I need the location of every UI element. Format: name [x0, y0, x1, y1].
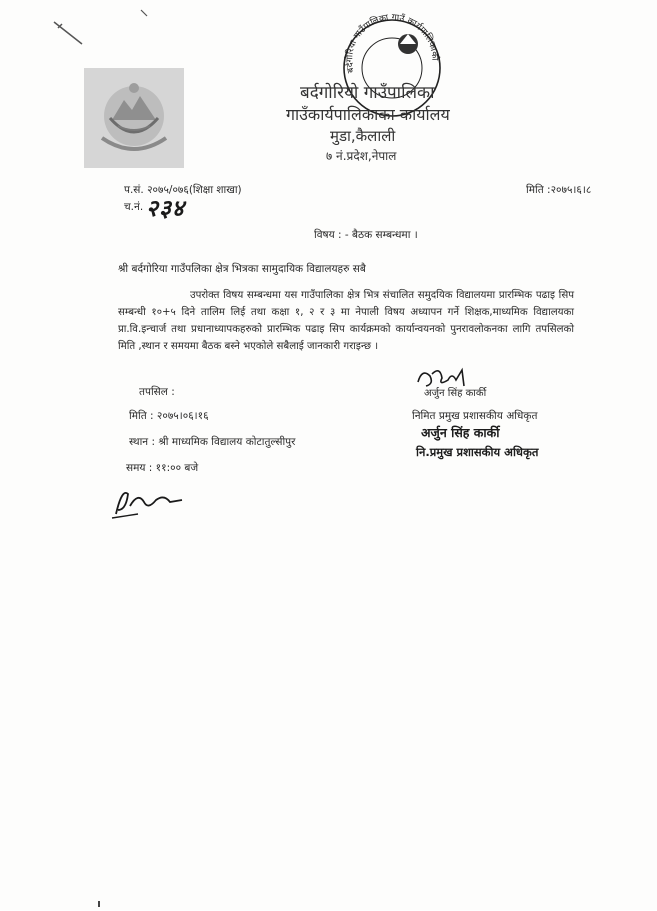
- details-label: तपसिल :: [139, 386, 175, 398]
- letter-body: उपरोक्त विषय सम्बन्धमा यस गाउँपालिका क्षेत्र भित्र संचालित समुदयिक विद्यालयमा प्रारम्भिक पढाइ सिप सम्बन्धी १०+५ दिने तालिम लिई तथा कक्षा १, २ र ३ मा नेपाली विषय अध्यापन गर्ने शिक्षक,माध्यमिक विद्यालयका प्रा.वि.इन्चार्ज तथा प्रधानाध्यापकहरुको प्रारम्भिक पढाइ सिप कार्यक्रमको कार्यान्वयनको पुनरावलोकनका लागि तपसिलको मिति ,स्थान र समयमा बैठक बस्ने भएकोले सबैलाई जानकारी गराइन्छ ।: [118, 290, 574, 352]
- meeting-date: मिति : २०७५।०६।१६: [129, 410, 209, 422]
- scan-mark-icon: [52, 20, 86, 46]
- reference-number: प.सं. २०७५/०७६(शिक्षा शाखा): [124, 184, 242, 196]
- nepal-emblem-icon: [84, 68, 184, 168]
- office-province: ७ नं.प्रदेश,नेपाल: [326, 149, 397, 163]
- office-place: मुडा,कैलाली: [330, 127, 396, 145]
- org-name: बर्दगोरियो गाउँपालिका: [300, 83, 435, 103]
- meeting-time: समय : ११:०० बजे: [126, 462, 199, 474]
- letter-date: मिति :२०७५।६।८: [526, 184, 592, 196]
- dispatch-number-handwritten: २३४: [146, 195, 185, 222]
- scan-dot-icon: [97, 892, 101, 898]
- signer-name: अर्जुन सिंह कार्की: [424, 388, 487, 399]
- bottom-signature-icon: [108, 480, 188, 522]
- office-name: गाउँकार्यपालिकाका कार्यालय: [286, 105, 450, 124]
- signer-title-stamp: नि.प्रमुख प्रशासकीय अधिकृत: [416, 445, 539, 459]
- letter-recipient: श्री बर्दगोरिया गाउँपलिका क्षेत्र भित्रका सामुदायिक विद्यालयहरु सबै: [118, 263, 366, 275]
- stamp-text: बर्दगोरिया गाउँपालिका गाउँ कार्यपालिकाको: [345, 12, 440, 74]
- letter-subject: विषय : - बैठक सम्बन्धमा ।: [314, 229, 418, 241]
- scan-dot-icon: [140, 2, 148, 10]
- signer-name-stamp: अर्जुन सिंह कार्की: [421, 425, 500, 440]
- meeting-venue: स्थान : श्री माध्यमिक विद्यालय कोटातुल्सीपुर: [129, 436, 296, 448]
- dispatch-label: च.नं.: [124, 201, 144, 213]
- svg-text:बर्दगोरिया गाउँपालिका गाउँ कार: [336, 12, 441, 74]
- signer-title: निमित प्रमुख प्रशासकीय अधिकृत: [412, 410, 538, 422]
